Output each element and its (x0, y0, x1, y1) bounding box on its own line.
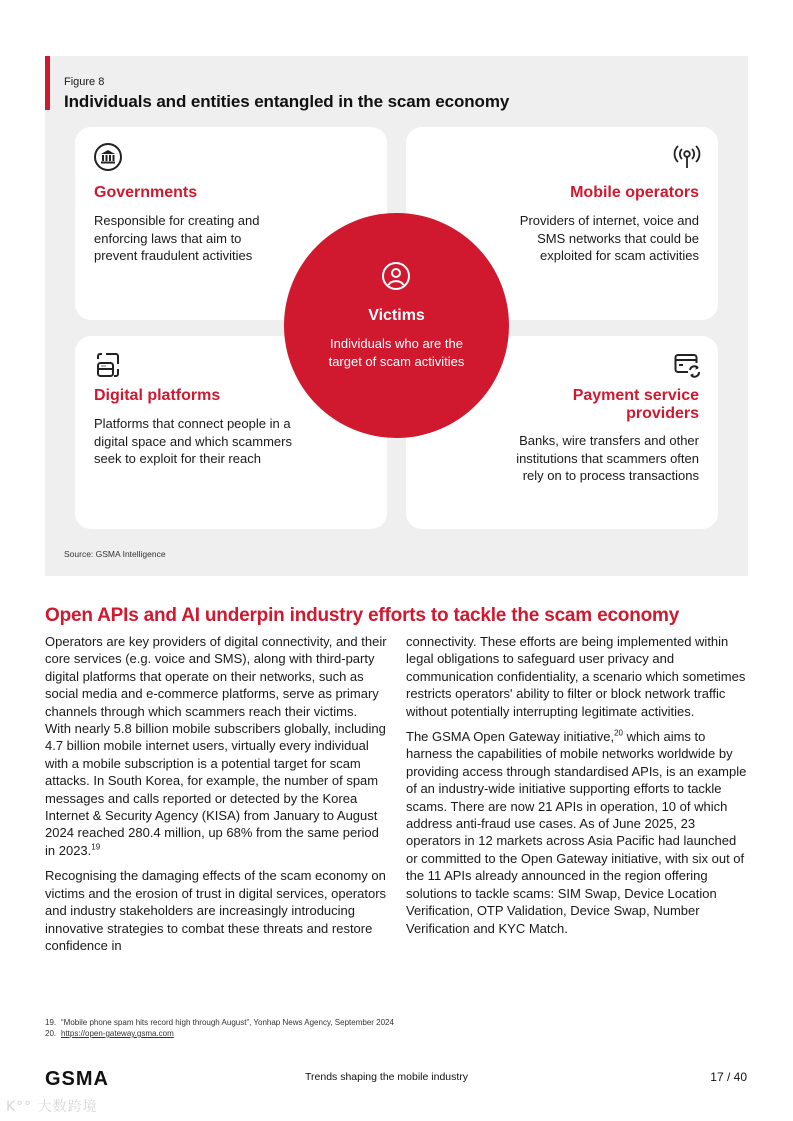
card-title: Mobile operators (570, 184, 699, 201)
footnote-number: 20. (45, 1029, 57, 1038)
paragraph (45, 720, 390, 859)
card-title: Governments (94, 184, 198, 201)
footnote-number: 19. (45, 1018, 57, 1027)
card-description: Banks, wire transfers and other institutions that scammers often rely on to process transactions (516, 433, 699, 483)
paragraph: Recognising the damaging effects of the scam economy on victims and the erosion of trust in digital services, operators and industry stakeholders are increasingly introducing innovative strategies to combat these threats and restore confidence in (45, 868, 387, 953)
footnote (45, 1017, 394, 1028)
victims-description: Individuals who are the target of scam activities (328, 336, 465, 369)
digital-platform-icon (93, 350, 123, 380)
card-transfer-icon (672, 350, 702, 380)
section-heading: Open APIs and AI underpin industry efforts to tackle the scam economy (45, 605, 680, 626)
figure-source: Source: GSMA Intelligence (64, 549, 166, 559)
card-description: Responsible for creating and enforcing laws that aim to prevent fraudulent activities (94, 213, 260, 263)
paragraph-text: The GSMA Open Gateway initiative, (406, 729, 615, 745)
government-building-icon (93, 142, 123, 172)
body-column-left (45, 633, 390, 962)
card-description: Providers of internet, voice and SMS networks that could be exploited for scam activities (519, 213, 699, 263)
victims-title: Victims (368, 307, 425, 324)
figure-accent-bar (45, 56, 50, 110)
paragraph-text: With nearly 5.8 billion mobile subscribers globally, including 4.7 billion mobile internet users, virtually every individual with a mobile subscription is a potential target for scam attacks. In South Korea, for example, the number of spam messages and calls reported or detected by the Korea Internet & Security Agency (KISA) from January to August 2024 reached 280.4 million, up 68% from the same period in 2023. (45, 721, 386, 858)
gsma-logo: GSMA (45, 1068, 109, 1090)
antenna-signal-icon (672, 142, 702, 172)
user-circle-icon (381, 261, 411, 291)
footnote-text: “Mobile phone spam hits record high through August”, Yonhap News Agency, September 2024 (61, 1018, 394, 1027)
page-number: 17 / 40 (710, 1070, 747, 1084)
card-title: Digital platforms (94, 387, 221, 404)
card-title: Payment service providers (572, 387, 699, 422)
figure-label: Figure 8 (64, 76, 105, 88)
footnote-ref[interactable]: 19 (91, 842, 101, 852)
footnotes (45, 1017, 394, 1039)
footnote-ref[interactable]: 20 (614, 728, 624, 738)
paragraph-text: which aims to harness the capabilities of mobile networks worldwide by providing access through standardised APIs, is an example of an industry-wide initiative supporting efforts to tackle scams. There are now 21 APIs in operation, 10 of which address anti-fraud use cases. As of June 2025, 23 operators in 12 markets across Asia Pacific had launched or committed to the Open Gateway initiative, with six out of the 11 APIs already announced in the region offering solutions to tackle scams: SIM Swap, Device Location Verification, OTP Validation, Device Swap, Number Verification and KYC Match. (406, 729, 747, 936)
victims-circle (284, 213, 509, 438)
footnote-link[interactable]: https://open-gateway.gsma.com (61, 1029, 174, 1038)
watermark: K°° 大数跨境 (6, 1099, 98, 1115)
figure-title: Individuals and entities entangled in the scam economy (64, 92, 510, 111)
paragraph: connectivity. These efforts are being implemented within legal obligations to safeguard user privacy and communication confidentiality, a scenario which sometimes restricts operators' ability to filter or block network traffic without potentially interrupting legitimate activities. (406, 634, 746, 719)
card-description: Platforms that connect people in a digital space and which scammers seek to exploit for their reach (94, 416, 292, 466)
footer-document-title: Trends shaping the mobile industry (305, 1071, 469, 1083)
footnote (45, 1028, 394, 1039)
paragraph (406, 728, 751, 937)
paragraph: Operators are key providers of digital connectivity, and their core services (e.g. voice and SMS), along with third-party digital platforms that operate on their networks, such as social media and e-commerce platforms, serve as primary channels through which scammers reach their victims. (45, 634, 387, 719)
body-column-right (406, 633, 751, 945)
